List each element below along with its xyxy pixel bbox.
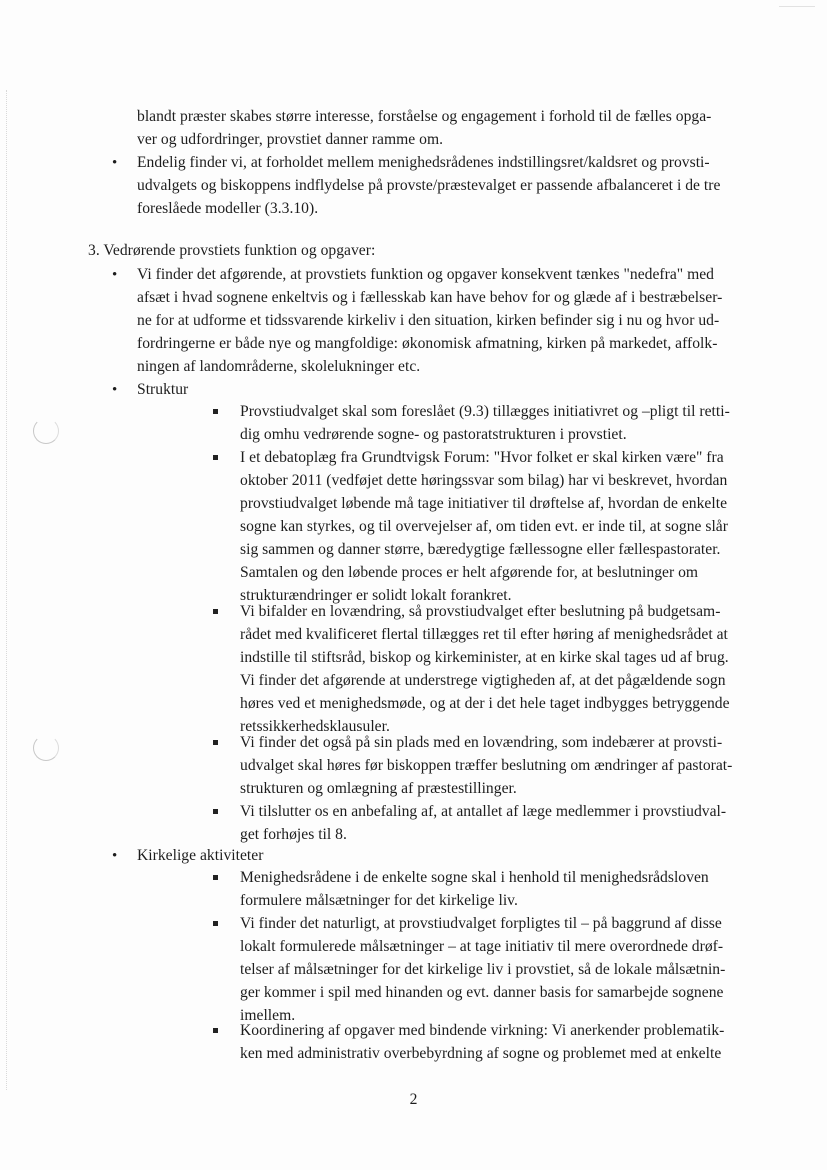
punch-hole-mark xyxy=(33,735,59,761)
text-line: høres ved et menighedsmøde, og at der i det hele taget indbygges betryggende xyxy=(240,695,730,712)
text-line: lokalt formulerede målsætninger – at tage initiativ til mere overordnede drøf- xyxy=(240,938,724,955)
bullet-square xyxy=(213,409,218,414)
text-line: Vi finder det afgørende at understrege vigtigheden af, at det pågældende sogn xyxy=(240,672,726,689)
bullet-square xyxy=(213,875,218,880)
text-line: rådet med kvalificeret flertal tillægges ret til efter høring af menighedsrådet at xyxy=(240,626,728,643)
text-line: Provstiudvalget skal som foreslået (9.3) tillægges initiativret og –pligt til retti- xyxy=(240,403,730,420)
text-line: Vi tilslutter os en anbefaling af, at antallet af læge medlemmer i provstiudval- xyxy=(240,803,727,820)
text-line: sogne kan styrkes, og til overvejelser af, om tiden evt. er inde til, at sogne slår xyxy=(240,518,728,535)
text-line: Menighedsrådene i de enkelte sogne skal i henhold til menighedsrådsloven xyxy=(240,869,709,886)
text-line: Vi finder det også på sin plads med en lovændring, som indebærer at provsti- xyxy=(240,734,723,751)
bullet-dot xyxy=(112,264,117,286)
text-line: Koordinering af opgaver med bindende virkning: Vi anerkender problematik- xyxy=(240,1022,725,1039)
text-line: indstille til stiftsråd, biskop og kirkeminister, at en kirke skal tages ud af brug. xyxy=(240,649,729,666)
text-line: ne for at udforme et tidssvarende kirkeliv i den situation, kirken befinder sig i nu og hvor ud- xyxy=(137,312,720,329)
text-line: retssikkerhedsklausuler. xyxy=(240,718,390,735)
bullet-square xyxy=(213,455,218,460)
text-line: oktober 2011 (vedføjet dette høringssvar som bilag) har vi beskrevet, hvordan xyxy=(240,472,728,489)
bullet-dot xyxy=(112,845,117,867)
text-line: fordringerne er både nye og mangfoldige: økonomisk afmatning, kirken på markedet, affolk- xyxy=(137,335,718,352)
scan-edge xyxy=(6,90,8,1090)
text-line: Endelig finder vi, at forholdet mellem menighedsrådenes indstillingsret/kaldsret og provsti- xyxy=(137,154,710,171)
punch-hole-mark xyxy=(33,418,59,444)
section-heading: 3. Vedrørende provstiets funktion og opgaver: xyxy=(88,242,376,259)
text-line: provstiudvalget løbende må tage initiativer til drøftelse af, hvordan de enkelte xyxy=(240,495,728,512)
bullet-square xyxy=(213,809,218,814)
bullet-square xyxy=(213,609,218,614)
bullet-square xyxy=(213,921,218,926)
text-line: ger kommer i spil med hinanden og evt. danner basis for samarbejde sognene xyxy=(240,984,724,1001)
text-line: ningen af landområderne, skolelukninger etc. xyxy=(137,358,421,375)
text-line: formulere målsætninger for det kirkelige liv. xyxy=(240,892,518,909)
text-line: Vi bifalder en lovændring, så provstiudvalget efter beslutning på budgetsam- xyxy=(240,603,721,620)
text-line: imellem. xyxy=(240,1007,296,1024)
text-line: udvalget skal høres før biskoppen træffer beslutning om ændringer af pastorat- xyxy=(240,757,733,774)
text-line: strukturændringer er solidt lokalt forankret. xyxy=(240,587,512,604)
subsection-label: Kirkelige aktiviteter xyxy=(137,847,264,864)
text-line: I et debatoplæg fra Grundtvigsk Forum: "Hvor folket er skal kirken være" fra xyxy=(240,449,724,466)
text-line: foreslåede modeller (3.3.10). xyxy=(137,200,319,217)
text-line: sig sammen og danner større, bæredygtige fællessogne eller fællespastorater. xyxy=(240,541,721,558)
text-line: ken med administrativ overbebyrdning af sogne og problemet med at enkelte xyxy=(240,1045,722,1062)
text-line: get forhøjes til 8. xyxy=(240,826,347,843)
text-line: afsæt i hvad sognene enkeltvis og i fællesskab kan have behov for og glæde af i bestræbelser- xyxy=(137,289,723,306)
text-line: blandt præster skabes større interesse, forståelse og engagement i forhold til de fælles opga- xyxy=(137,108,712,125)
text-line: Vi finder det naturligt, at provstiudvalget forpligtes til – på baggrund af disse xyxy=(240,915,722,932)
text-line: strukturen og omlægning af præstestillinger. xyxy=(240,780,517,797)
subsection-label: Struktur xyxy=(137,381,189,398)
text-line: ver og udfordringer, provstiet danner ramme om. xyxy=(137,131,444,148)
page-number: 2 xyxy=(409,1091,418,1108)
bullet-dot xyxy=(112,152,117,174)
bullet-square xyxy=(213,740,218,745)
text-line: udvalgets og biskoppens indflydelse på provste/præstevalget er passende afbalanceret i de tre xyxy=(137,177,721,194)
text-line: Samtalen og den løbende proces er helt afgørende for, at beslutninger om xyxy=(240,564,699,581)
bullet-square xyxy=(213,1028,218,1033)
text-line: dig omhu vedrørende sogne- og pastoratstrukturen i provstiet. xyxy=(240,426,627,443)
text-line: Vi finder det afgørende, at provstiets funktion og opgaver konsekvent tænkes "nedefra" med xyxy=(137,266,714,283)
text-line: telser af målsætninger for det kirkelige liv i provstiet, så de lokale målsætnin- xyxy=(240,961,726,978)
scan-corner-mark xyxy=(779,6,815,7)
bullet-dot xyxy=(112,379,117,401)
